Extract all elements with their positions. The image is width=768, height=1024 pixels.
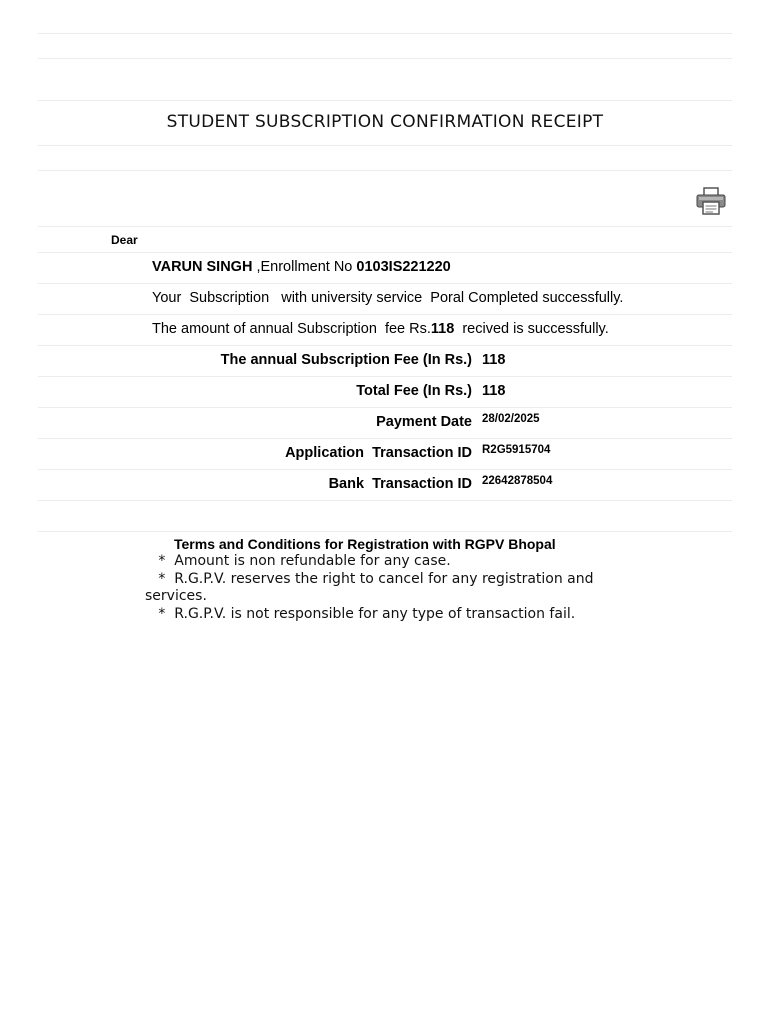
greeting: Dear (111, 233, 138, 247)
payment-date-value: 28/02/2025 (482, 413, 540, 425)
terms-list (145, 553, 635, 623)
print-button[interactable] (695, 187, 727, 215)
enrollment-number: 0103IS221220 (356, 259, 451, 275)
annual-fee-label: The annual Subscription Fee (In Rs.) (220, 352, 472, 368)
divider (38, 407, 732, 408)
payment-date-label: Payment Date (376, 414, 472, 430)
term-item: * Amount is non refundable for any case. (145, 553, 451, 569)
printer-icon (695, 187, 727, 215)
page-title: STUDENT SUBSCRIPTION CONFIRMATION RECEIPT (166, 112, 604, 132)
bank-transaction-id-value: 22642878504 (482, 475, 553, 487)
divider (38, 100, 732, 101)
total-fee-label: Total Fee (In Rs.) (356, 383, 472, 399)
amount-message (152, 321, 609, 337)
term-item: * R.G.P.V. reserves the right to cancel for any registration and services. (145, 570, 598, 604)
student-line (152, 259, 451, 275)
divider (38, 252, 732, 253)
divider (38, 314, 732, 315)
divider (38, 469, 732, 470)
divider (38, 170, 732, 171)
enrollment-prefix: ,Enrollment No (252, 259, 357, 275)
divider (38, 438, 732, 439)
amount-message-suffix: recived is successfully. (454, 321, 609, 337)
divider (38, 531, 732, 532)
divider (38, 283, 732, 284)
divider (38, 376, 732, 377)
divider (38, 500, 732, 501)
subscription-message: Your Subscription with university service Poral Completed successfully. (152, 290, 624, 306)
divider (38, 226, 732, 227)
application-transaction-id-value: R2G5915704 (482, 444, 551, 456)
amount-message-prefix: The amount of annual Subscription fee Rs. (152, 321, 431, 337)
bank-transaction-id-label: Bank Transaction ID (328, 476, 472, 492)
term-item: * R.G.P.V. is not responsible for any type of transaction fail. (145, 605, 576, 622)
divider (38, 145, 732, 146)
application-transaction-id-label: Application Transaction ID (285, 445, 472, 461)
divider (38, 345, 732, 346)
divider (38, 33, 732, 34)
amount-value: 118 (430, 321, 455, 337)
total-fee-value: 118 (482, 383, 506, 399)
annual-fee-value: 118 (482, 352, 506, 368)
divider (38, 58, 732, 59)
student-name: VARUN SINGH (152, 259, 253, 275)
terms-title: Terms and Conditions for Registration with RGPV Bhopal (174, 536, 556, 552)
